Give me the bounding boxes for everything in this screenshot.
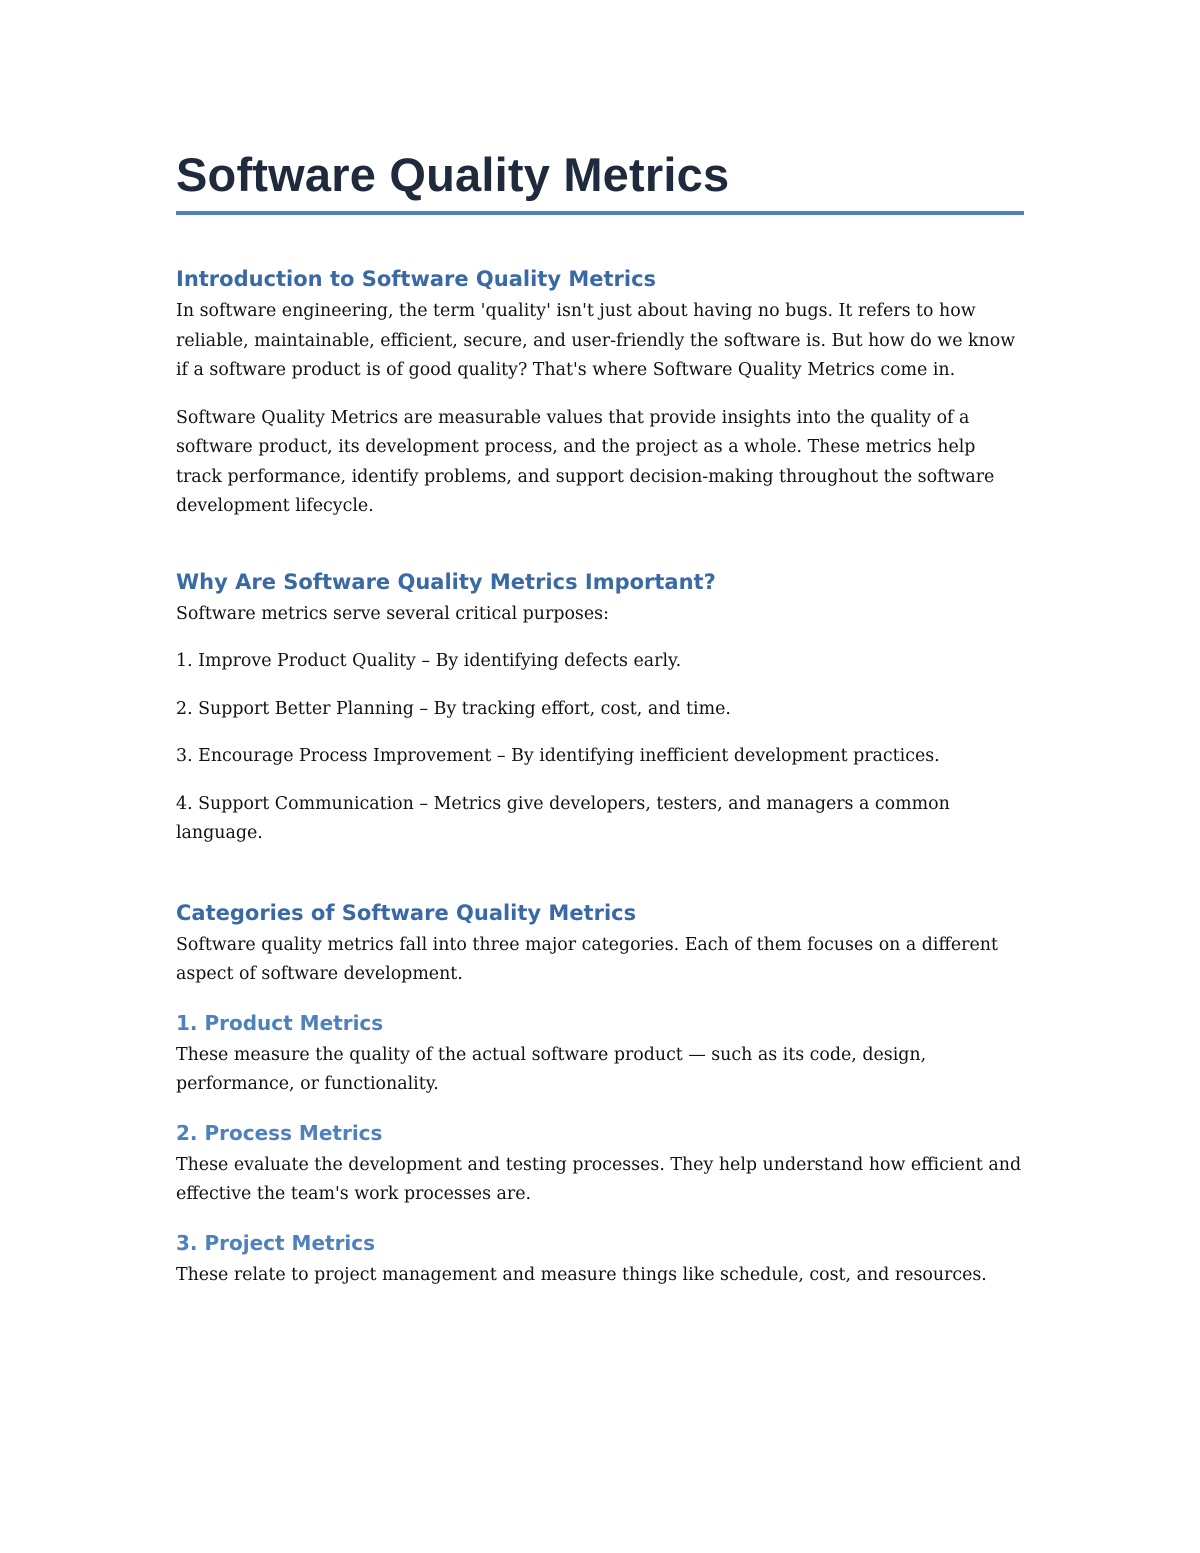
product-metrics-text: These measure the quality of the actual software product — such as its code, design, performance, or functionality. [176, 1044, 927, 1094]
importance-item-2: 2. Support Better Planning – By tracking effort, cost, and time. [176, 698, 731, 719]
importance-item-1: 1. Improve Product Quality – By identifying defects early. [176, 651, 682, 671]
intro-paragraph-1: In software engineering, the term 'quality' isn't just about having no bugs. It refers to how reliable, maintainable, efficient, secure, and user-friendly the software is. But how do we know if a software product is of good quality? That's where Software Quality Metrics come in. [176, 301, 1016, 380]
section-heading-importance: Why Are Software Quality Metrics Important? [176, 569, 716, 594]
subheading-product-metrics: 1. Product Metrics [176, 1010, 384, 1035]
subheading-process-metrics: 2. Process Metrics [176, 1120, 383, 1145]
importance-item-3: 3. Encourage Process Improvement – By identifying inefficient development practices. [176, 746, 940, 766]
title-underline [176, 211, 1024, 215]
importance-item-4: 4. Support Communication – Metrics give developers, testers, and managers a common language. [176, 793, 950, 843]
project-metrics-text: These relate to project management and measure things like schedule, cost, and resources. [176, 1264, 987, 1285]
document-title: Software Quality Metrics [176, 148, 730, 201]
process-metrics-text: These evaluate the development and testing processes. They help understand how efficient and effective the team's work processes are. [176, 1154, 1022, 1204]
document-page [176, 140, 1024, 1290]
subheading-project-metrics: 3. Project Metrics [176, 1230, 376, 1255]
intro-paragraph-2: Software Quality Metrics are measurable values that provide insights into the quality of a software product, its development process, and the project as a whole. These metrics help track performance, identify problems, and support decision-making throughout the software development lifecycle. [176, 407, 995, 516]
importance-lead: Software metrics serve several critical purposes: [176, 603, 609, 624]
section-heading-introduction: Introduction to Software Quality Metrics [176, 267, 657, 291]
categories-lead: Software quality metrics fall into three major categories. Each of them focuses on a different aspect of software development. [176, 934, 998, 984]
section-heading-categories: Categories of Software Quality Metrics [176, 900, 637, 925]
